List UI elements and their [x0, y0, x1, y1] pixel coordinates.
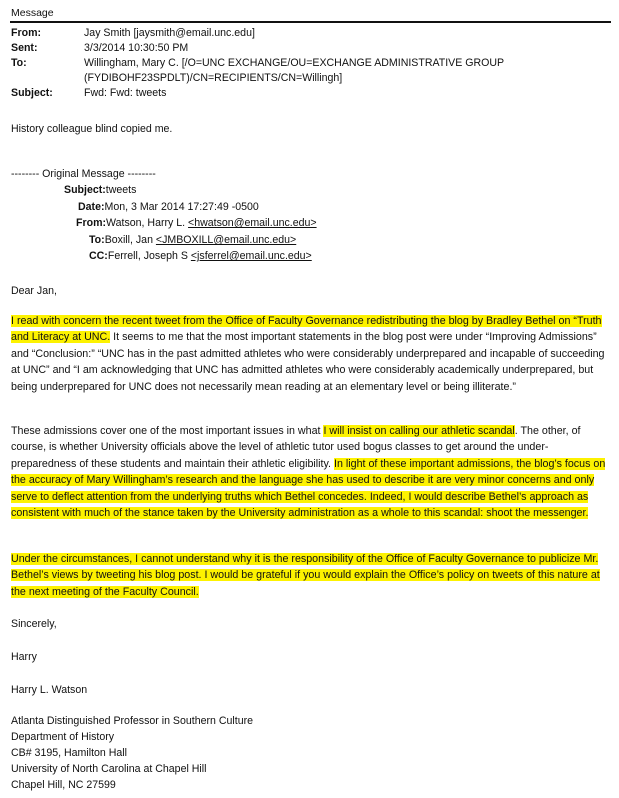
subject-value: Fwd: Fwd: tweets	[84, 87, 167, 99]
from-label: From:	[11, 27, 42, 39]
paragraph-3	[11, 551, 611, 600]
intro-text: History colleague blind copied me.	[11, 123, 173, 135]
orig-to-label: To:	[89, 234, 105, 246]
orig-cc-label: CC:	[89, 250, 108, 262]
orig-from-name: Watson, Harry L.	[106, 217, 189, 229]
sent-value: 3/3/2014 10:30:50 PM	[84, 42, 189, 54]
sent-label: Sent:	[11, 42, 38, 54]
orig-date-label: Date:	[78, 201, 105, 213]
to-label: To:	[11, 57, 27, 69]
from-value: Jay Smith [jaysmith@email.unc.edu]	[84, 27, 255, 39]
p2-text-a: These admissions cover one of the most important issues in what	[11, 425, 324, 437]
to-value-line1: Willingham, Mary C. [/O=UNC EXCHANGE/OU=EXCHANGE ADMINISTRATIVE GROUP	[84, 57, 505, 69]
signature-full-name: Harry L. Watson	[11, 684, 88, 696]
closing: Sincerely,	[11, 618, 57, 630]
orig-subject-value: tweets	[105, 184, 137, 196]
p2-highlight-1: I will insist on calling our athletic scandal	[323, 425, 515, 437]
paragraph-2	[11, 423, 611, 521]
header-rule	[10, 21, 611, 23]
p2-text-b: . The other, of course, is whether University officials above the level of athletic tutor used bogus classes to get around the under-preparedness of these students and maintain their athletic eligibility.	[11, 425, 581, 470]
orig-cc-name: Ferrell, Joseph S	[107, 250, 191, 262]
orig-to-name: Boxill, Jan	[104, 234, 156, 246]
signature-address: CB# 3195, Hamilton Hall	[11, 747, 127, 759]
orig-subject-label: Subject:	[64, 184, 106, 196]
message-title: Message	[11, 7, 54, 19]
signature-title: Atlanta Distinguished Professor in Southern Culture	[11, 715, 254, 727]
original-divider: -------- Original Message --------	[11, 168, 156, 180]
to-value-line2: (FYDIBOHF23SPDLT)/CN=RECIPIENTS/CN=Willingh]	[84, 72, 343, 84]
orig-to-email[interactable]: <JMBOXILL@email.unc.edu>	[155, 234, 297, 246]
p1-rest: It seems to me that the most important statements in the blog post were under “Improving Admissions” and “Conclusion:” “UNC has in the past admitted athletes who were considerably underprepared and incapable of succeeding at UNC” and “I am acknowledging that UNC has admitted athletes who were considerably academically underprepared, but being underprepared for UNC does not necessarily mean reading at an elementary level or being illiterate.”	[11, 331, 605, 393]
p2-highlight-2: In light of these important admissions, the blog’s focus on the accuracy of Mary Willingham’s research and the language she has used to describe it are very minor concerns and only serve to deflect attention from the underlying truths which Bethel concedes. Indeed, I would describe Bethel’s approach as consistent with much of the stance taken by the University administration as a whole to this scandal: shoot the messenger.	[11, 457, 606, 520]
greeting: Dear Jan,	[11, 285, 57, 297]
p3-highlight: Under the circumstances, I cannot understand why it is the responsibility of the Office of Faculty Governance to publicize Mr. Bethel’s views by tweeting his blog post. I would be grateful if you would explain the Office’s policy on tweets of this nature at the next meeting of the Faculty Council.	[11, 553, 600, 598]
orig-from-label: From:	[76, 217, 107, 229]
orig-date-line	[78, 201, 259, 213]
paragraph-1	[11, 313, 611, 395]
orig-date-value: Mon, 3 Mar 2014 17:27:49 -0500	[104, 201, 259, 213]
signature-first-name: Harry	[11, 651, 37, 663]
signature-department: Department of History	[11, 731, 115, 743]
subject-label: Subject:	[11, 87, 53, 99]
orig-cc-email[interactable]: <jsferrel@email.unc.edu>	[190, 250, 312, 262]
orig-from-email[interactable]: <hwatson@email.unc.edu>	[188, 217, 317, 229]
signature-university: University of North Carolina at Chapel Hill	[11, 763, 207, 775]
orig-to-line	[89, 234, 296, 246]
p1-highlight: I read with concern the recent tweet from the Office of Faculty Governance redistributing the blog by Bradley Bethel on “Truth and Literacy at UNC.	[11, 315, 602, 344]
orig-from-line	[76, 217, 317, 229]
orig-subject-line	[64, 184, 136, 196]
signature-city: Chapel Hill, NC 27599	[11, 779, 116, 791]
orig-cc-line	[89, 250, 312, 262]
